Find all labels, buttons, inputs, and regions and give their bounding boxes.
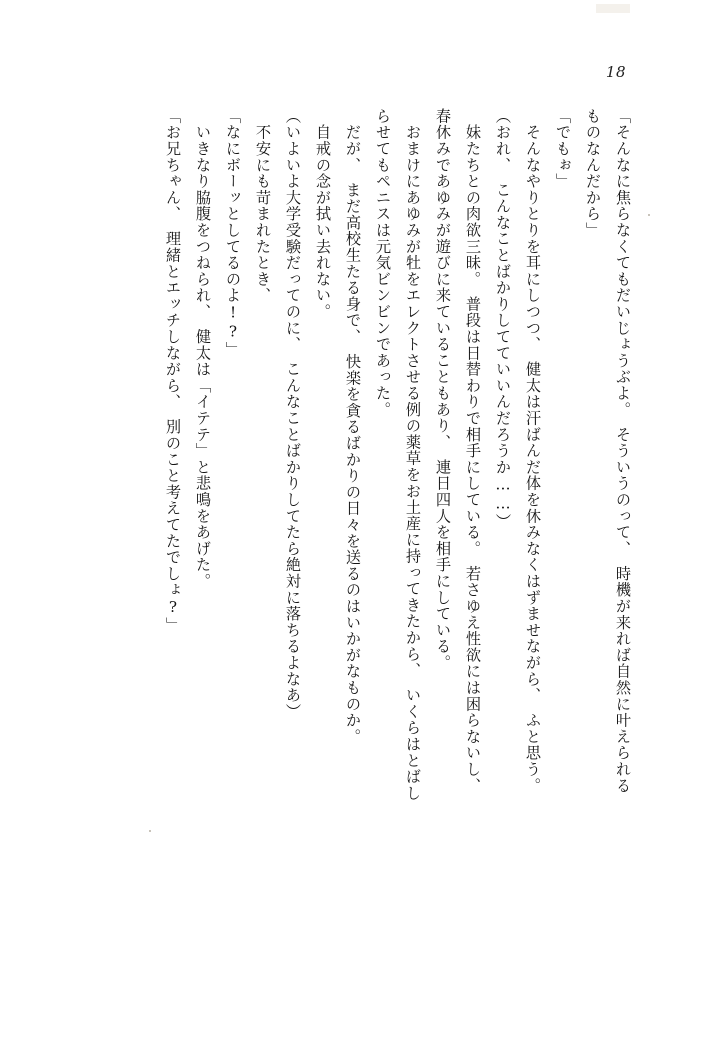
paragraph: （おれ、 こんなことばかりしてていいんだろうか……）	[494, 108, 512, 530]
paragraph: おまけにあゆみが牡をエレクトさせる例の薬草をお土産に持ってきたから、 いくらはとばしらせてもペニスは元気ビンビンであった。	[374, 108, 422, 802]
scan-speck	[648, 214, 650, 216]
scan-speck	[149, 830, 151, 832]
paragraph: 妹たちとの肉欲三昧。 普段は日替わりで相手にしている。 若さゆえ性欲には困らないし、 春休みであゆみが遊びに来ていることもあり、 連日四人を相手にしている。	[434, 108, 482, 803]
paragraph: 「お兄ちゃん、 理緒とエッチしながら、 別のこと考えてたでしょ?」	[164, 108, 182, 634]
scan-artifact	[596, 4, 630, 13]
body-text	[78, 108, 638, 808]
paragraph: 「そんなに焦らなくてもだいじょうぶよ。 そういうのって、 時機が来れば自然に叶えられるものなんだから」	[584, 108, 632, 794]
paragraph: 不安にも苛まれたとき、	[254, 108, 272, 304]
paragraph: （いよいよ大学受験だってのに、 こんなことばかりしてたら絶対に落ちるよなあ）	[284, 108, 302, 720]
paragraph: 自戒の念が拭い去れない。	[314, 108, 332, 320]
paragraph: いきなり脇腹をつねられ、 健太は「イテテ」と悲鳴をあげた。	[194, 108, 212, 590]
paragraph: 「でもぉ」	[554, 108, 572, 190]
page-number: 18	[605, 63, 626, 81]
paragraph: そんなやりとりを耳にしつつ、 健太は汗ばんだ体を休みなくはずませながら、 ふと思う。	[524, 108, 542, 794]
paragraph: 「なにボーッとしてるのよ!?」	[224, 108, 242, 359]
paragraph: だが、 まだ高校生たる身で、 快楽を貪るばかりの日々を送るのはいかがなものか。	[344, 108, 362, 745]
